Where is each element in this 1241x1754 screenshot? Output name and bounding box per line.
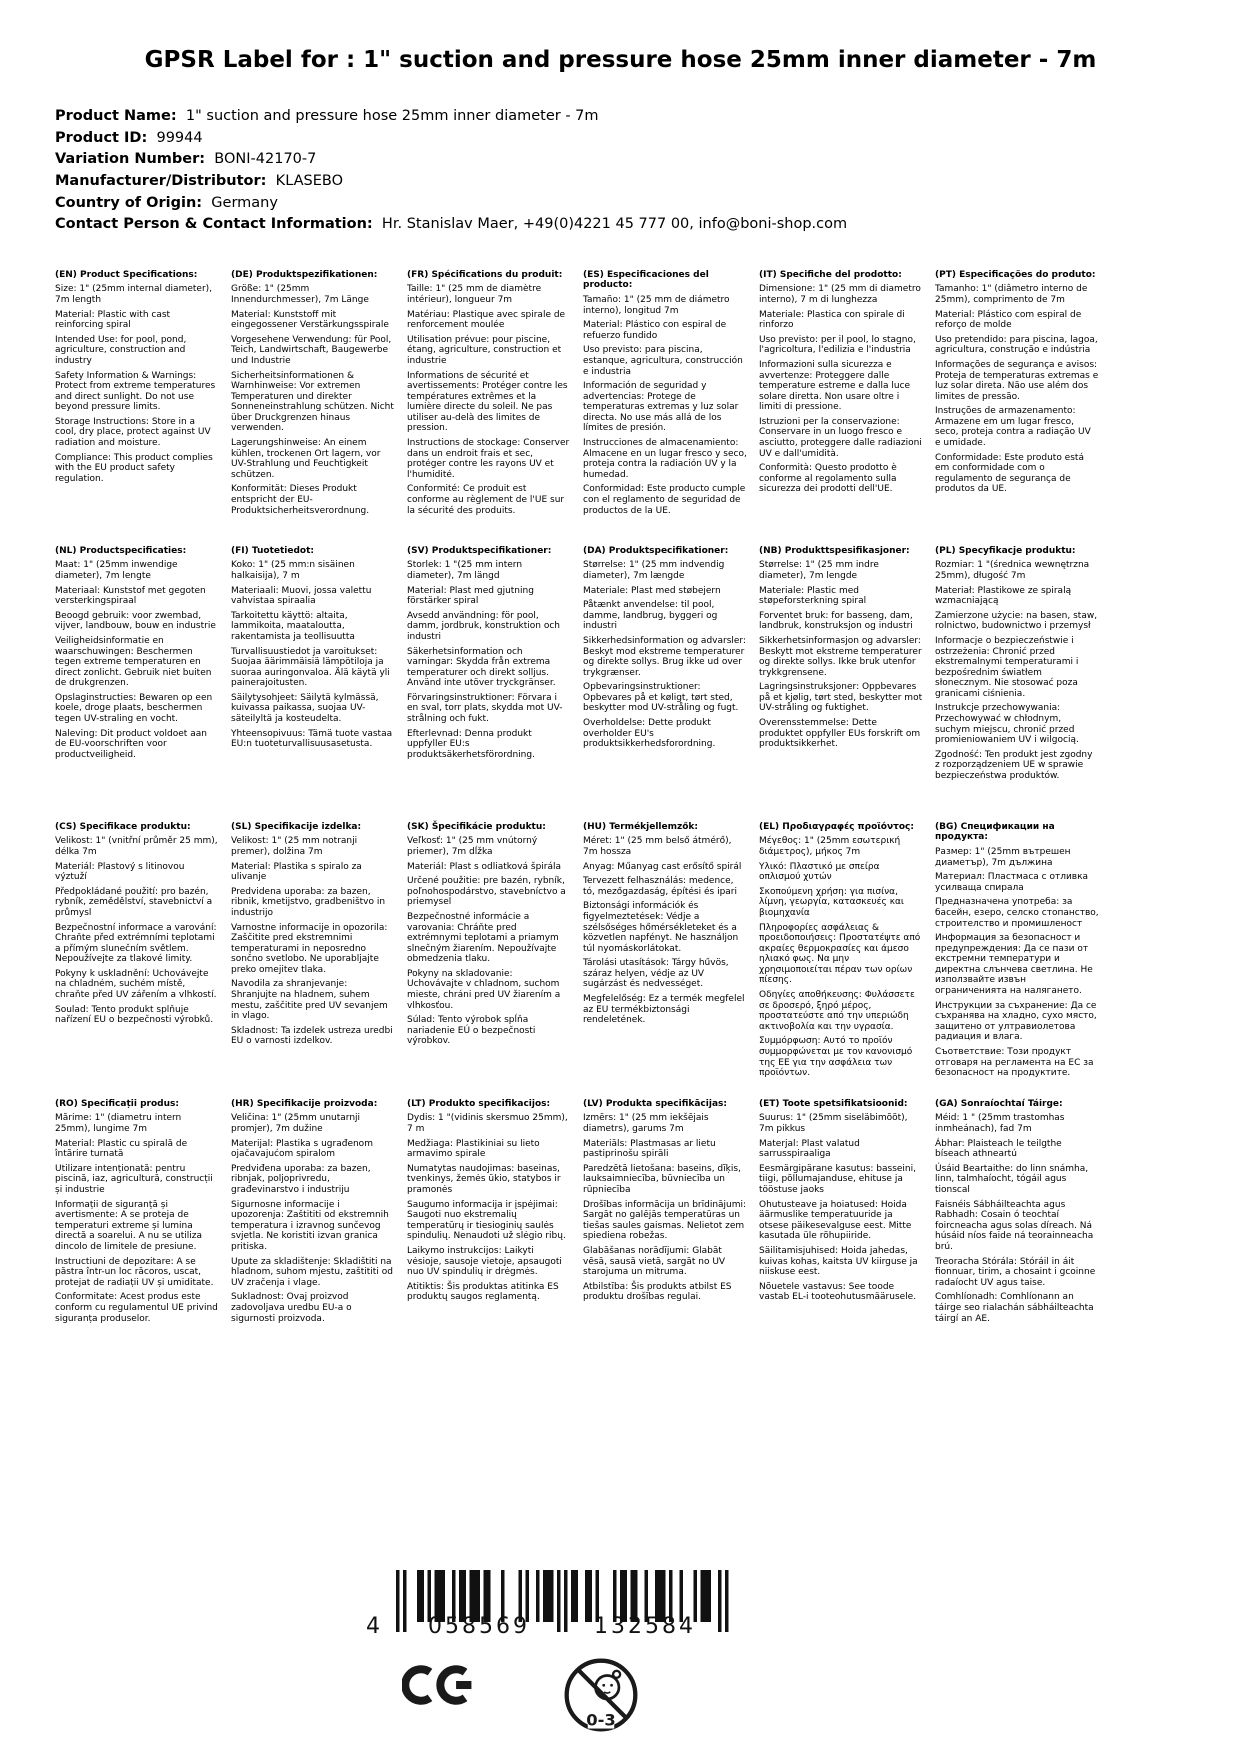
lang-paragraph: Velikost: 1" (vnitřní průměr 25 mm), délka 7m — [55, 836, 218, 857]
lang-block-HU — [583, 822, 747, 1078]
lang-paragraph: Sigurnosne informacije i upozorenja: Zaštititi od ekstremnih temperatura i izravnog sunčevog svjetla. Ne koristiti izvan granica pritiska. — [231, 1199, 389, 1252]
lang-block-HR — [231, 1099, 395, 1355]
lang-paragraph: Laikymo instrukcijos: Laikyti vėsioje, sausoje vietoje, apsaugoti nuo UV spindulių ir drėgmės. — [407, 1245, 562, 1278]
lang-paragraph: Comhlíonadh: Comhlíonann an táirge seo rialachán sábháilteachta táirgí an AE. — [935, 1292, 1094, 1324]
lang-block-header: (IT) Specifiche del prodotto: — [759, 269, 902, 280]
lang-block-ET — [759, 1099, 923, 1355]
info-label: Product ID: — [55, 129, 148, 146]
lang-paragraph: Πληροφορίες ασφάλειας & προειδοποιήσεις: Προστατέψτε από ακραίες θερμοκρασίες και άμεσο ηλιακό φως. Να μην χρησιμοποιείται πέραν των ορίων πίεσης. — [759, 922, 921, 986]
lang-paragraph: Yhteensopivuus: Tämä tuote vastaa EU:n tuoteturvallisuusasetusta. — [231, 728, 393, 750]
lang-paragraph: Material: Plástico con espiral de refuerzo fundido — [583, 320, 727, 341]
lang-paragraph: Tamanho: 1" (diâmetro interno de 25mm), comprimento de 7m — [935, 284, 1088, 305]
lang-paragraph: Pokyny na skladovanie: Uchovávajte v chladnom, suchom mieste, chráni pred UV žiarením a vlhkosťou. — [407, 968, 561, 1011]
lang-paragraph: Informacje o bezpieczeństwie i ostrzeżenia: Chronić przed ekstremalnymi temperaturami i bezpośrednim światłem słonecznym. Nie stosować poza granicami ciśnienia. — [935, 635, 1079, 699]
lang-paragraph: Atitiktis: Šis produktas atitinka ES produktų saugos reglamentą. — [407, 1281, 559, 1303]
lang-block-header: (ES) Especificaciones del producto: — [583, 269, 709, 291]
lang-paragraph: Paredzētā lietošana: baseins, dīķis, lauksaimniecība, būvniecība un rūpniecība — [583, 1163, 741, 1195]
lang-block-header: (SV) Produktspecifikationer: — [407, 545, 552, 556]
lang-paragraph: Informazioni sulla sicurezza e avvertenze: Proteggere dalle temperature estreme e dalla luce solare diretta. Non usare oltre i limiti di pressione. — [759, 359, 911, 413]
lang-paragraph: Materiaali: Muovi, jossa valettu vahvistaa spiraalia — [231, 585, 372, 607]
lang-paragraph: Conformitate: Acest produs este conform cu regulamentul UE privind siguranța produselor. — [55, 1292, 218, 1324]
lang-paragraph: Varnostne informacije in opozorila: Zaščitite pred ekstremnimi temperaturami in neposredno sončno svetlobo. Ne uporabljajte preko omejitev tlaka. — [231, 922, 388, 975]
lang-paragraph: Размер: 1" (25mm вътрешен диаметър), 7m дължина — [935, 846, 1071, 868]
lang-paragraph: Opslaginstructies: Bewaren op een koele, droge plaats, beschermen tegen UV-straling en vocht. — [55, 692, 213, 725]
lang-paragraph: Informații de siguranță și avertismente: A se proteja de temperaturi extreme și lumina directă a soarelui. A nu se utiliza dincolo de limitele de presiune. — [55, 1199, 203, 1252]
lang-paragraph: Tamaño: 1" (25 mm de diámetro interno), longitud 7m — [583, 294, 730, 316]
lang-paragraph: Dimensione: 1" (25 mm di diametro interno), 7 m di lunghezza — [759, 284, 921, 305]
lang-block-DA — [583, 546, 747, 802]
lang-paragraph: Upute za skladištenje: Skladištiti na hladnom, suhom mjestu, zaštititi od UV zračenja i vlage. — [231, 1256, 393, 1288]
lang-paragraph: Size: 1" (25mm internal diameter), 7m length — [55, 284, 213, 305]
age-warning-0-3-icon — [562, 1656, 640, 1734]
lang-paragraph: Materiál: Plast s odliatková špirála — [407, 861, 562, 872]
info-value: KLASEBO — [266, 172, 343, 189]
lang-block-header: (FR) Spécifications du produit: — [407, 269, 563, 280]
lang-paragraph: Materiale: Plastic med støpeforsterkning spiral — [759, 585, 867, 607]
lang-paragraph: Størrelse: 1" (25 mm indvendig diameter), 7m længde — [583, 560, 725, 581]
lang-paragraph: Conformidad: Este producto cumple con el reglamento de seguridad de productos de la UE. — [583, 484, 746, 516]
lang-paragraph: Material: Kunststoff mit eingegossener Verstärkungsspirale — [231, 309, 389, 331]
lang-block-header: (DE) Produktspezifikationen: — [231, 269, 378, 280]
lang-paragraph: Størrelse: 1" (25 mm indre diameter), 7m lengde — [759, 560, 879, 581]
lang-paragraph: Material: Plastic with cast reinforcing spiral — [55, 309, 171, 331]
lang-paragraph: Zgodność: Ten produkt jest zgodny z rozporządzeniem UE w sprawie bezpieczeństwa produktów. — [935, 749, 1093, 782]
lang-paragraph: Matériau: Plastique avec spirale de renforcement moulée — [407, 309, 566, 331]
product-info — [55, 106, 1241, 236]
lang-paragraph: Информация за безопасност и предупреждения: Да се пази от екстремни температури и директна слънчева светлина. Не използвайте извън ограниченията на налягането. — [935, 933, 1093, 997]
lang-paragraph: Medžiaga: Plastikiniai su lieto armavimo spirale — [407, 1138, 540, 1160]
lang-paragraph: Instruções de armazenamento: Armazene em um lugar fresco, seco, proteja contra a radiação UV e umidade. — [935, 406, 1091, 449]
lang-paragraph: Saugumo informacija ir įspėjimai: Saugoti nuo ekstremalių temperatūrų ir tiesioginių saulės spindulių. Nenaudoti už slėgio ribų. — [407, 1199, 566, 1242]
lang-block-DE — [231, 270, 395, 526]
age-warning-label: 0-3 — [586, 1710, 616, 1730]
lang-paragraph: Sikkerhetsinformasjon og advarsler: Beskytt mot ekstreme temperaturer og direkte sollys. Ikke bruk utenfor trykkgrensene. — [759, 635, 922, 678]
lang-paragraph: Μέγεθος: 1" (25mm εσωτερική διάμετρος), μήκος 7m — [759, 836, 901, 857]
lang-block-header: (DA) Produktspecifikationer: — [583, 545, 729, 556]
lang-paragraph: Materiaal: Kunststof met gegoten versterkingspiraal — [55, 585, 206, 607]
lang-paragraph: Información de seguridad y advertencias: Protege de temperaturas extremas y luz solar directa. No use más allá de los límites de presión. — [583, 381, 739, 434]
bottom-symbols — [330, 1570, 810, 1734]
lang-paragraph: Conformidade: Este produto está em conformidade com o regulamento de segurança de produtos da UE. — [935, 452, 1084, 495]
lang-paragraph: Informações de segurança e avisos: Proteja de temperaturas extremas e luz solar direta. Não use além dos limites de pressão. — [935, 359, 1099, 402]
lang-paragraph: Méret: 1" (25 mm belső átmérő), 7m hossza — [583, 836, 732, 857]
lang-paragraph: Säilitamisjuhised: Hoida jahedas, kuivas kohas, kaitsta UV kiirguse ja niiskuse eest. — [759, 1245, 918, 1278]
lang-paragraph: Úsáid Beartaithe: do linn snámha, linn, talmhaíocht, tógáil agus tionscal — [935, 1163, 1089, 1195]
lang-paragraph: Sikkerhedsinformation og advarsler: Beskyt mod ekstreme temperaturer og direkte sollys. Brug ikke ud over trykgrænser. — [583, 635, 746, 678]
product-info-row — [55, 106, 1241, 128]
lang-paragraph: Vorgesehene Verwendung: für Pool, Teich, Landwirtschaft, Baugewerbe und Industrie — [231, 334, 392, 366]
lang-block-EN — [55, 270, 219, 526]
lang-paragraph: Tarkoitettu käyttö: altaita, lammikoita, maataloutta, rakentamista ja teollisuutta — [231, 610, 355, 642]
lang-paragraph: Материал: Пластмаса с отливка усилваща спирала — [935, 872, 1089, 893]
lang-block-NB — [759, 546, 923, 802]
lang-paragraph: Tervezett felhasználás: medence, tó, mezőgazdaság, építési és ipari — [583, 876, 737, 897]
certification-symbols — [402, 1656, 810, 1734]
info-label: Country of Origin: — [55, 194, 203, 211]
lang-paragraph: Materiał: Plastikowe ze spiralą wzmacniającą — [935, 585, 1072, 607]
lang-paragraph: Atbilstība: Šis produkts atbilst ES produktu drošības regulai. — [583, 1281, 732, 1303]
lang-paragraph: Ábhar: Plaisteach le teilgthe bíseach athneartú — [935, 1138, 1062, 1160]
info-value: 1" suction and pressure hose 25mm inner diameter - 7m — [176, 108, 599, 125]
lang-paragraph: Materiale: Plastica con spirale di rinforzo — [759, 309, 905, 331]
lang-block-GA — [935, 1099, 1099, 1355]
lang-paragraph: Velikost: 1" (25 mm notranji premer), dolžina 7m — [231, 836, 358, 857]
lang-paragraph: Méid: 1 " (25mm trastomhas inmheánach), fad 7m — [935, 1113, 1065, 1134]
lang-block-header: (PT) Especificações do produto: — [935, 269, 1096, 280]
info-value: Germany — [202, 194, 278, 211]
lang-block-header: (GA) Sonraíochtaí Táirge: — [935, 1098, 1063, 1109]
lang-paragraph: Größe: 1" (25mm Innendurchmesser), 7m Länge — [231, 284, 369, 305]
lang-block-header: (NB) Produkttspesifikasjoner: — [759, 545, 910, 556]
lang-paragraph: Eesmärgipärane kasutus: basseini, tiigi, põllumajanduse, ehituse ja tööstuse jaoks — [759, 1163, 916, 1195]
lang-paragraph: Veiligheidsinformatie en waarschuwingen: Beschermen tegen extreme temperaturen en direct zonlicht. Gebruik niet buiten de drukgrenzen. — [55, 635, 212, 689]
lang-block-EL — [759, 822, 923, 1079]
lang-paragraph: Overensstemmelse: Dette produktet oppfyller EUs forskrift om produktsikkerhet. — [759, 718, 921, 750]
lang-paragraph: Beoogd gebruik: voor zwembad, vijver, landbouw, bouw en industrie — [55, 610, 216, 632]
lang-paragraph: Suurus: 1" (25mm siseläbimõõt), 7m pikkus — [759, 1113, 908, 1134]
barcode-left-digits: 058569 — [428, 1614, 530, 1639]
lang-block-FI — [231, 546, 395, 802]
lang-paragraph: Σκοπούμενη χρήση: για πισίνα, λίμνη, γεωργία, κατασκευές και βιομηχανία — [759, 886, 904, 918]
lang-block-header: (CS) Specifikace produktu: — [55, 821, 191, 832]
lang-paragraph: Drošības informācija un brīdinājumi: Sargāt no galējās temperatūras un tiešas saules gaismas. Nelietot zem spiediena robežas. — [583, 1199, 747, 1242]
lang-block-header: (NL) Productspecificaties: — [55, 545, 187, 556]
lang-paragraph: Treoracha Stórála: Stóráil in áit fionnuar, tirim, a chosaint i gcoinne radaíocht UV agus taise. — [935, 1256, 1096, 1288]
lang-paragraph: Предназначена употреба: за басейн, езеро, селско стопанство, строителство и промишленост — [935, 897, 1099, 929]
lang-paragraph: Materiāls: Plastmasas ar lietu pastiprinošu spirāli — [583, 1138, 716, 1160]
lang-block-header: (EN) Product Specifications: — [55, 269, 198, 280]
info-label: Manufacturer/Distributor: — [55, 172, 267, 189]
lang-block-CS — [55, 822, 219, 1078]
lang-paragraph: Storage Instructions: Store in a cool, dry place, protect against UV radiation and moisture. — [55, 416, 211, 449]
lang-paragraph: Taille: 1" (25 mm de diamètre intérieur), longueur 7m — [407, 284, 542, 305]
lang-block-header: (ET) Toote spetsifikatsioonid: — [759, 1098, 908, 1109]
product-info-row — [55, 128, 1241, 150]
info-label: Product Name: — [55, 108, 177, 125]
lang-paragraph: Instrucciones de almacenamiento: Almacene en un lugar fresco y seco, proteja contra la radiación UV y la humedad. — [583, 438, 747, 480]
lang-paragraph: Förvaringsinstruktioner: Förvara i en sval, torr plats, skydda mot UV-strålning och fukt. — [407, 692, 563, 725]
lang-paragraph: Dydis: 1 "(vidinis skersmuo 25mm), 7 m — [407, 1113, 568, 1134]
info-label: Variation Number: — [55, 151, 206, 168]
lang-paragraph: Påtænkt anvendelse: til pool, damme, landbrug, byggeri og industri — [583, 600, 718, 632]
lang-paragraph: Uso previsto: per il pool, lo stagno, l'agricoltura, l'edilizia e l'industria — [759, 334, 916, 356]
lang-paragraph: Съответствие: Този продукт отговаря на регламента на ЕС за безопасност на продуктите. — [935, 1047, 1094, 1079]
lang-paragraph: Pokyny k uskladnění: Uchovávejte na chladném, suchém místě, chraňte před UV zářením a vlhkostí. — [55, 968, 217, 1001]
lang-paragraph: Nõuetele vastavus: See toode vastab EL-i tooteohutusmäärusele. — [759, 1281, 917, 1303]
lang-paragraph: Uso pretendido: para piscina, lagoa, agricultura, construção e indústria — [935, 334, 1098, 356]
lang-block-header: (EL) Προδιαγραφές προϊόντος: — [759, 821, 914, 832]
lang-paragraph: Veličina: 1" (25mm unutarnji promjer), 7m dužine — [231, 1113, 361, 1134]
lang-paragraph: Súlad: Tento výrobok spĺňa nariadenie EÚ o bezpečnosti výrobkov. — [407, 1015, 536, 1047]
lang-paragraph: Numatytas naudojimas: baseinas, tvenkinys, žemės ūkio, statybos ir pramonės — [407, 1163, 561, 1195]
lang-block-header: (SK) Špecifikácie produktu: — [407, 821, 546, 832]
lang-paragraph: Koko: 1" (25 mm:n sisäinen halkaisija), 7 m — [231, 560, 355, 581]
product-info-row — [55, 171, 1241, 193]
lang-paragraph: Předpokládané použití: pro bazén, rybník, zemědělství, stavebnictví a průmysl — [55, 886, 213, 918]
lang-block-SL — [231, 822, 395, 1078]
lang-block-header: (SL) Specifikacije izdelka: — [231, 821, 362, 832]
lang-paragraph: Určené použitie: pre bazén, rybník, poľnohospodárstvo, stavebníctvo a priemysel — [407, 876, 566, 908]
lang-paragraph: Forventet bruk: for basseng, dam, landbruk, konstruksjon og industri — [759, 610, 913, 632]
lang-paragraph: Zamierzone użycie: na basen, staw, rolnictwo, budownictwo i przemysł — [935, 610, 1098, 632]
info-value: Hr. Stanislav Maer, +49(0)4221 45 777 00, info@boni-shop.com — [372, 216, 848, 233]
lang-paragraph: Rozmiar: 1 "(średnica wewnętrzna 25mm), długość 7m — [935, 560, 1090, 581]
lang-paragraph: Lagringsinstruksjoner: Oppbevares på et kjølig, tørt sted, beskytter mot UV-stråling og fuktighet. — [759, 682, 923, 714]
lang-paragraph: Glabāšanas norādījumi: Glabāt vēsā, sausā vietā, sargāt no UV starojuma un mitruma. — [583, 1245, 726, 1278]
lang-paragraph: Materijal: Plastika s ugrađenom ojačavajućom spiralom — [231, 1138, 373, 1160]
lang-paragraph: Lagerungshinweise: An einem kühlen, trockenen Ort lagern, vor UV-Strahlung und Feuchtigkeit schützen. — [231, 438, 381, 480]
product-info-row — [55, 149, 1241, 171]
language-grid — [55, 270, 1241, 1355]
lang-block-FR — [407, 270, 571, 526]
lang-block-header: (FI) Tuotetiedot: — [231, 545, 315, 556]
lang-paragraph: Mărime: 1" (diametru intern 25mm), lungime 7m — [55, 1113, 182, 1134]
lang-paragraph: Materiál: Plastový s litinovou výztuží — [55, 861, 185, 883]
lang-paragraph: Υλικό: Πλαστικό με σπείρα οπλισμού χυτών — [759, 861, 880, 883]
lang-paragraph: Izmērs: 1" (25 mm iekšējais diametrs), garums 7m — [583, 1113, 709, 1134]
lang-paragraph: Utilisation prévue: pour piscine, étang, agriculture, construction et industrie — [407, 334, 562, 366]
lang-paragraph: Conformité: Ce produit est conforme au règlement de l'UE sur la sécurité des produits. — [407, 484, 565, 516]
lang-paragraph: Material: Plast med gjutning förstärker spiral — [407, 585, 534, 607]
lang-block-header: (LV) Produkta specifikācijas: — [583, 1098, 727, 1109]
lang-block-LT — [407, 1099, 571, 1355]
lang-block-header: (HU) Termékjellemzők: — [583, 821, 699, 832]
lang-paragraph: Avsedd användning: för pool, damm, jordbruk, konstruktion och industri — [407, 610, 560, 642]
lang-block-SV — [407, 546, 571, 802]
lang-block-NL — [55, 546, 219, 802]
info-value: 99944 — [147, 129, 203, 146]
lang-paragraph: Instrukcje przechowywania: Przechowywać w chłodnym, suchym miejscu, chronić przed promieniowaniem UV i wilgocią. — [935, 703, 1079, 746]
lang-paragraph: Soulad: Tento produkt splňuje nařízení EU o bezpečnosti výrobků. — [55, 1004, 214, 1026]
lang-paragraph: Anyag: Műanyag cast erősítő spirál — [583, 861, 742, 872]
lang-paragraph: Naleving: Dit product voldoet aan de EU-voorschriften voor productveiligheid. — [55, 728, 207, 760]
lang-paragraph: Ohutusteave ja hoiatused: Hoida äärmuslike temperatuuride ja otsese päikesevalguse eest. Mitte kasutada üle rõhupiiride. — [759, 1199, 912, 1242]
barcode — [366, 1570, 729, 1642]
lang-paragraph: Veľkosť: 1" (25 mm vnútorný priemer), 7m dĺžka — [407, 836, 538, 857]
lang-paragraph: Maat: 1" (25mm inwendige diameter), 7m lengte — [55, 560, 178, 581]
lang-block-LV — [583, 1099, 747, 1355]
lang-paragraph: Storlek: 1 "(25 mm intern diameter), 7m längd — [407, 560, 523, 581]
barcode-right-digits: 132584 — [594, 1614, 696, 1639]
lang-block-IT — [759, 270, 923, 526]
lang-paragraph: Opbevaringsinstruktioner: Opbevares på et køligt, tørt sted, beskytter mod UV-stråling og fugt. — [583, 682, 739, 714]
lang-paragraph: Istruzioni per la conservazione: Conservare in un luogo fresco e asciutto, proteggere dalle radiazioni UV e dall'umidità. — [759, 416, 922, 459]
lang-paragraph: Skladnost: Ta izdelek ustreza uredbi EU o varnosti izdelkov. — [231, 1025, 393, 1047]
lang-paragraph: Biztonsági információk és figyelmeztetések: Védje a szélsőséges hőmérsékleteket és a közvetlen napfényt. Ne használjon túl nyomáskorlátokat. — [583, 901, 739, 954]
lang-block-RO — [55, 1099, 219, 1355]
lang-paragraph: Efterlevnad: Denna produkt uppfyller EU:s produktsäkerhetsförordning. — [407, 728, 535, 760]
lang-paragraph: Bezpečnostní informace a varování: Chraňte před extrémními teplotami a přímým slunečním světlem. Nepoužívejte za tlakové limity. — [55, 922, 217, 965]
lang-paragraph: Materjal: Plast valatud sarrusspiraaliga — [759, 1138, 860, 1160]
lang-paragraph: Instructions de stockage: Conserver dans un endroit frais et sec, protéger contre les rayons UV et l'humidité. — [407, 438, 570, 480]
lang-block-BG — [935, 822, 1099, 1079]
lang-paragraph: Uso previsto: para piscina, estanque, agricultura, construcción e industria — [583, 345, 743, 377]
lang-paragraph: Conformità: Questo prodotto è conforme al regolamento sulla sicurezza dei prodotti dell'UE. — [759, 463, 897, 495]
lang-block-header: (RO) Specificații produs: — [55, 1098, 179, 1109]
lang-paragraph: Intended Use: for pool, pond, agriculture, construction and industry — [55, 334, 187, 366]
lang-paragraph: Material: Plastic cu spirală de întărire turnată — [55, 1138, 188, 1160]
lang-paragraph: Инструкции за съхранение: Да се съхранява на хладно, сухо място, защитено от ултравиолетова радиация и влага. — [935, 1000, 1097, 1043]
info-value: BONI-42170-7 — [205, 151, 317, 168]
lang-paragraph: Predviđena uporaba: za bazen, ribnjak, poljoprivredu, građevinarstvo i industriju — [231, 1163, 371, 1195]
lang-block-PT — [935, 270, 1099, 526]
lang-paragraph: Οδηγίες αποθήκευσης: Φυλάσσετε σε δροσερό, ξηρό μέρος, προστατεύστε από την υπεριώδη ακτινοβολία και την υγρασία. — [759, 990, 915, 1032]
lang-paragraph: Συμμόρφωση: Αυτό το προϊόν συμμορφώνεται με τον κανονισμό της ΕΕ για την ασφάλεια των προϊόντων. — [759, 1036, 913, 1079]
lang-paragraph: Tárolási utasítások: Tárgy hűvös, száraz helyen, védje az UV sugárzást és nedvességet. — [583, 958, 729, 990]
lang-block-SK — [407, 822, 571, 1078]
lang-block-ES — [583, 270, 747, 526]
lang-paragraph: Säkerhetsinformation och varningar: Skydda från extrema temperaturer och direkt solljus. Använd inte utöver tryckgränser. — [407, 646, 556, 689]
lang-paragraph: Safety Information & Warnings: Protect from extreme temperatures and direct sunlight. Do not use beyond pressure limits. — [55, 370, 216, 413]
lang-block-header: (HR) Specifikacije proizvoda: — [231, 1098, 378, 1109]
page-title: GPSR Label for : 1" suction and pressure hose 25mm inner diameter - 7m — [144, 47, 1097, 73]
lang-paragraph: Compliance: This product complies with the EU product safety regulation. — [55, 452, 213, 484]
lang-paragraph: Materiale: Plast med støbejern — [583, 585, 721, 596]
lang-paragraph: Navodila za shranjevanje: Shranjujte na hladnem, suhem mestu, zaščitite pred UV sevanjem in vlago. — [231, 979, 388, 1022]
lang-block-header: (PL) Specyfikacje produktu: — [935, 545, 1076, 556]
lang-paragraph: Turvallisuustiedot ja varoitukset: Suojaa äärimmäisiä lämpötiloja ja suoraa auringonvaloa. Älä käytä yli painerajoitusten. — [231, 646, 390, 689]
barcode-first-digit: 4 — [366, 1614, 380, 1639]
product-info-row — [55, 214, 1241, 236]
lang-paragraph: Sukladnost: Ovaj proizvod zadovoljava uredbu EU-a o sigurnosti proizvoda. — [231, 1292, 352, 1324]
lang-paragraph: Faisnéis Sábháilteachta agus Rabhadh: Cosain ó teochtaí foircneacha agus solas díreach. Ná húsáid níos faide ná teorainneacha brú. — [935, 1199, 1094, 1252]
lang-block-PL — [935, 546, 1099, 802]
lang-block-header: (LT) Produkto specifikacijos: — [407, 1098, 551, 1109]
lang-paragraph: Informations de sécurité et avertissements: Protéger contre les températures extrêmes et la lumière directe du soleil. Ne pas utiliser au-delà des limites de pression. — [407, 370, 568, 434]
lang-paragraph: Konformität: Dieses Produkt entspricht der EU-Produktsicherheitsverordnung. — [231, 484, 370, 516]
ce-mark-icon — [402, 1656, 478, 1714]
lang-paragraph: Säilytysohjeet: Säilytä kylmässä, kuivassa paikassa, suojaa UV-säteilyltä ja kosteudelta. — [231, 692, 379, 725]
lang-paragraph: Bezpečnostné informácie a varovania: Chráňte pred extrémnymi teplotami a priamym slnečným žiarením. Nepoužívajte obmedzenia tlaku. — [407, 911, 559, 965]
product-info-row — [55, 193, 1241, 215]
info-label: Contact Person & Contact Information: — [55, 216, 373, 233]
lang-paragraph: Sicherheitsinformationen & Warnhinweise: Vor extremen Temperaturen und direkter Sonneneinstrahlung schützen. Nicht über Druckgrenzen hinaus verwenden. — [231, 370, 394, 434]
lang-paragraph: Utilizare intenționată: pentru piscină, iaz, agricultură, construcții și industrie — [55, 1163, 213, 1195]
lang-paragraph: Predvidena uporaba: za bazen, ribnik, kmetijstvo, gradbeništvo in industrijo — [231, 886, 386, 918]
lang-paragraph: Megfelelőség: Ez a termék megfelel az EU termékbiztonsági rendeletének. — [583, 994, 745, 1026]
lang-paragraph: Material: Plastika s spiralo za ulivanje — [231, 861, 362, 883]
lang-block-header: (BG) Спецификации на продукта: — [935, 821, 1055, 843]
lang-paragraph: Instructiuni de depozitare: A se păstra într-un loc răcoros, uscat, protejat de radiații UV și umiditate. — [55, 1256, 214, 1288]
lang-paragraph: Overholdelse: Dette produkt overholder EU's produktsikkerhedsforordning. — [583, 718, 716, 750]
lang-paragraph: Material: Plástico com espiral de reforço de molde — [935, 309, 1082, 331]
